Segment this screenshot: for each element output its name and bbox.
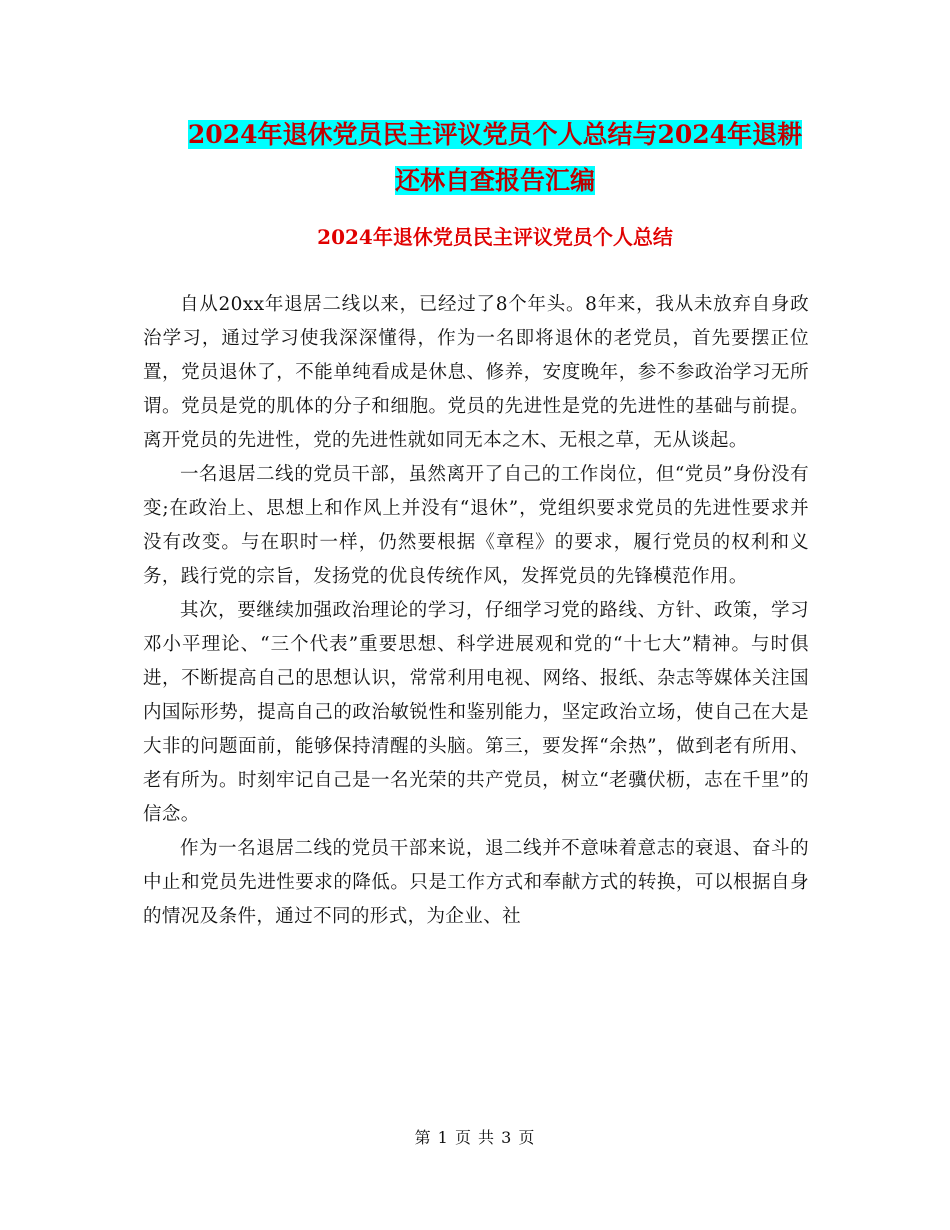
paragraph-4: 作为一名退居二线的党员干部来说，退二线并不意味着意志的衰退、奋斗的中止和党员先进性要求的降低。只是工作方式和奉献方式的转换，可以根据自身的情况及条件，通过不同的形式，为企业、社	[143, 838, 809, 927]
document-body	[143, 288, 809, 934]
document-title-line2: 还林自查报告汇编	[394, 166, 595, 195]
paragraph-3: 其次，要继续加强政治理论的学习，仔细学习党的路线、方针、政策，学习邓小平理论、“三个代表”重要思想、科学进展观和党的“十七大”精神。与时俱进，不断提高自己的思想认识，常常利用电视、网络、报纸、杂志等媒体关注国内国际形势，提高自己的政治敏锐性和鉴别能力，坚定政治立场，使自己在大是大非的问题面前，能够保持清醒的头脑。第三，要发挥“余热”，做到老有所用、老有所为。时刻牢记自己是一名光荣的共产党员，树立“老骥伏枥，志在千里”的信念。	[143, 600, 809, 825]
document-title-line1: 2024年退休党员民主评议党员个人总结与2024年退耕	[187, 120, 803, 149]
paragraph-1: 自从20xx年退居二线以来，已经过了8个年头。8年来，我从未放弃自身政治学习，通过学习使我深深懂得，作为一名即将退休的老党员，首先要摆正位置，党员退休了，不能单纯看成是休息、修养，安度晚年，参不参政治学习无所谓。党员是党的肌体的分子和细胞。党员的先进性是党的先进性的基础与前提。离开党员的先进性，党的先进性就如同无本之木、无根之草，无从谈起。	[143, 294, 809, 451]
paragraph-2: 一名退居二线的党员干部，虽然离开了自己的工作岗位，但“党员”身份没有变;在政治上、思想上和作风上并没有“退休”，党组织要求党员的先进性要求并没有改变。与在职时一样，仍然要根据《章程》的要求，履行党员的权利和义务，践行党的宗旨，发扬党的优良传统作风，发挥党员的先锋模范作用。	[143, 464, 809, 587]
page-footer: 第 1 页 共 3 页	[414, 1128, 536, 1147]
document-title	[140, 112, 850, 204]
section-title: 2024年退休党员民主评议党员个人总结	[317, 225, 673, 249]
